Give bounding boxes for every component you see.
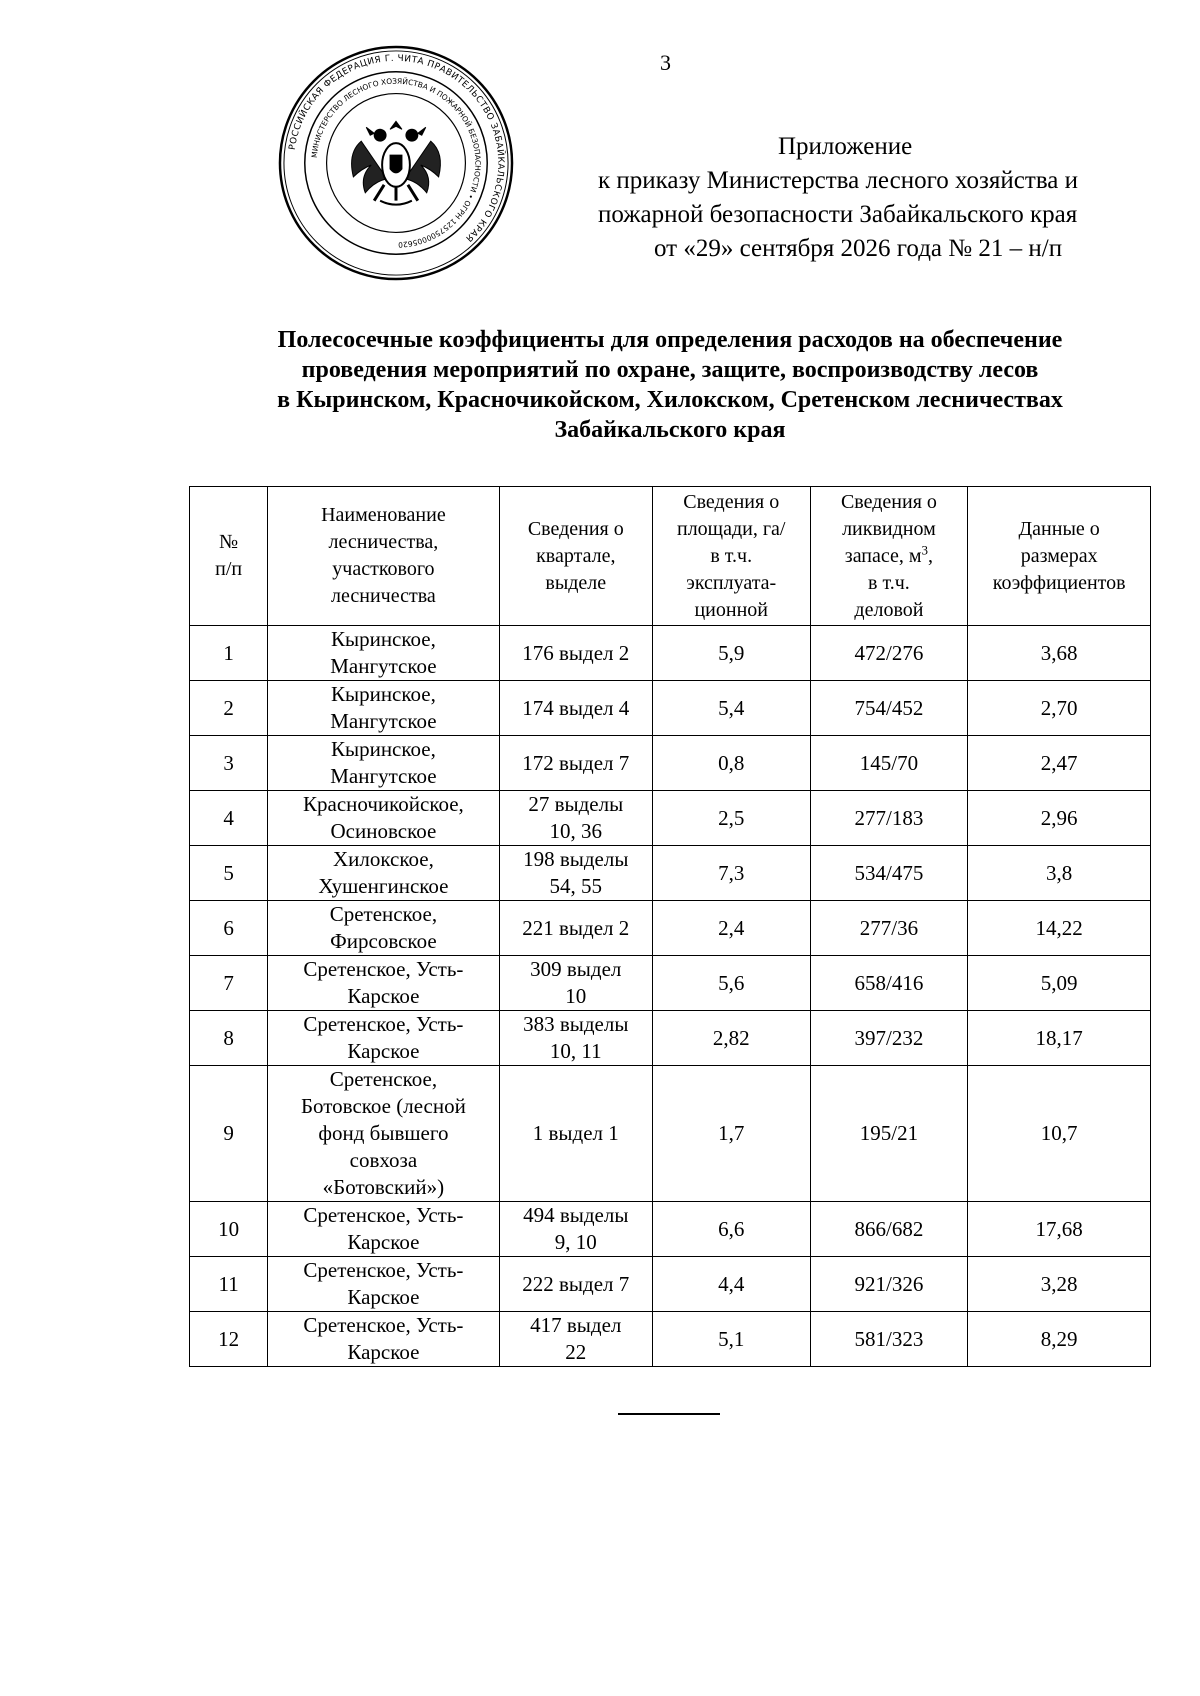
cell-stock: 277/183: [810, 791, 968, 846]
cell-number: 9: [190, 1066, 268, 1202]
cell-forestry-name: Сретенское, Усть- Карское: [268, 1312, 499, 1367]
cell-quarter: 494 выделы 9, 10: [499, 1202, 652, 1257]
table-row: [190, 1011, 1151, 1066]
table-row: [190, 1066, 1151, 1202]
cell-number: 10: [190, 1202, 268, 1257]
appendix-title: Приложение: [778, 133, 913, 160]
header-number: № п/п: [190, 487, 268, 626]
cell-coefficient: 17,68: [968, 1202, 1151, 1257]
appendix-date-line: от «29» сентября 2026 года № 21 – н/п: [654, 235, 1063, 262]
cell-area: 2,4: [652, 901, 810, 956]
document-title: [180, 325, 1160, 445]
cell-stock: 195/21: [810, 1066, 968, 1202]
title-line-2: проведения мероприятий по охране, защите, воспроизводству лесов: [301, 357, 1039, 383]
end-divider: [618, 1413, 720, 1415]
cell-area: 7,3: [652, 846, 810, 901]
cell-stock: 581/323: [810, 1312, 968, 1367]
cell-coefficient: 3,28: [968, 1257, 1151, 1312]
cell-stock: 921/326: [810, 1257, 968, 1312]
table-row: [190, 901, 1151, 956]
cell-coefficient: 10,7: [968, 1066, 1151, 1202]
cell-coefficient: 2,96: [968, 791, 1151, 846]
cell-area: 1,7: [652, 1066, 810, 1202]
cell-area: 6,6: [652, 1202, 810, 1257]
header-stock-sup: 3: [921, 541, 929, 557]
title-line-4: Забайкальского края: [554, 417, 786, 443]
header-coefficient: Данные о размерах коэффициентов: [968, 487, 1151, 626]
cell-quarter: 176 выдел 2: [499, 626, 652, 681]
official-seal-icon: [277, 44, 515, 282]
cell-area: 5,6: [652, 956, 810, 1011]
cell-forestry-name: Сретенское, Усть- Карское: [268, 1011, 499, 1066]
cell-coefficient: 8,29: [968, 1312, 1151, 1367]
cell-forestry-name: Хилокское, Хушенгинское: [268, 846, 499, 901]
cell-coefficient: 2,47: [968, 736, 1151, 791]
cell-forestry-name: Сретенское, Фирсовское: [268, 901, 499, 956]
table-row: [190, 1202, 1151, 1257]
table-row: [190, 956, 1151, 1011]
cell-stock: 277/36: [810, 901, 968, 956]
cell-number: 1: [190, 626, 268, 681]
header-stock: [810, 487, 968, 626]
cell-coefficient: 2,70: [968, 681, 1151, 736]
cell-stock: 472/276: [810, 626, 968, 681]
cell-number: 6: [190, 901, 268, 956]
cell-coefficient: 3,8: [968, 846, 1151, 901]
cell-quarter: 198 выделы 54, 55: [499, 846, 652, 901]
cell-quarter: 383 выделы 10, 11: [499, 1011, 652, 1066]
cell-quarter: 222 выдел 7: [499, 1257, 652, 1312]
table-row: [190, 736, 1151, 791]
cell-coefficient: 5,09: [968, 956, 1151, 1011]
cell-number: 2: [190, 681, 268, 736]
cell-number: 4: [190, 791, 268, 846]
cell-area: 5,4: [652, 681, 810, 736]
table-row: [190, 791, 1151, 846]
appendix-order-line: к приказу Министерства лесного хозяйства и: [598, 167, 1079, 194]
cell-area: 2,5: [652, 791, 810, 846]
cell-forestry-name: Красночикойское, Осиновское: [268, 791, 499, 846]
cell-quarter: 417 выдел 22: [499, 1312, 652, 1367]
cell-coefficient: 18,17: [968, 1011, 1151, 1066]
cell-number: 7: [190, 956, 268, 1011]
page-number: 3: [660, 50, 671, 75]
cell-stock: 397/232: [810, 1011, 968, 1066]
appendix-ministry-line: пожарной безопасности Забайкальского края: [598, 201, 1078, 228]
header-stock-part-a: Сведения о ликвидном запасе, м: [840, 490, 937, 567]
cell-area: 2,82: [652, 1011, 810, 1066]
cell-forestry-name: Кыринское, Мангутское: [268, 681, 499, 736]
cell-forestry-name: Сретенское, Усть- Карское: [268, 956, 499, 1011]
table-row: [190, 681, 1151, 736]
cell-number: 12: [190, 1312, 268, 1367]
cell-stock: 145/70: [810, 736, 968, 791]
table-row: [190, 1257, 1151, 1312]
svg-text:МИНИСТЕРСТВО ЛЕСНОГО ХОЗЯЙСТВА: МИНИСТЕРСТВО ЛЕСНОГО ХОЗЯЙСТВА И ПОЖАРНОЙ БЕЗОПАСНОСТИ • ОГРН 1257500005620: [309, 76, 483, 250]
table-header-row: [190, 487, 1151, 626]
table-row: [190, 1312, 1151, 1367]
cell-quarter: 27 выделы 10, 36: [499, 791, 652, 846]
cell-quarter: 174 выдел 4: [499, 681, 652, 736]
header-stock-part-b: , в т.ч. деловой: [854, 544, 934, 621]
cell-number: 3: [190, 736, 268, 791]
cell-quarter: 172 выдел 7: [499, 736, 652, 791]
cell-quarter: 309 выдел 10: [499, 956, 652, 1011]
header-forestry-name: Наименование лесничества, участкового лесничества: [268, 487, 499, 626]
cell-area: 4,4: [652, 1257, 810, 1312]
cell-number: 5: [190, 846, 268, 901]
title-line-1: Полесосечные коэффициенты для определения расходов на обеспечение: [277, 327, 1063, 353]
cell-area: 5,1: [652, 1312, 810, 1367]
cell-stock: 754/452: [810, 681, 968, 736]
cell-stock: 534/475: [810, 846, 968, 901]
cell-stock: 866/682: [810, 1202, 968, 1257]
cell-number: 11: [190, 1257, 268, 1312]
title-line-3: в Кыринском, Красночикойском, Хилокском, Сретенском лесничествах: [277, 387, 1063, 413]
cell-area: 0,8: [652, 736, 810, 791]
cell-forestry-name: Кыринское, Мангутское: [268, 736, 499, 791]
cell-forestry-name: Сретенское, Усть- Карское: [268, 1257, 499, 1312]
table-row: [190, 846, 1151, 901]
cell-number: 8: [190, 1011, 268, 1066]
appendix-block: [598, 130, 1158, 266]
cell-coefficient: 3,68: [968, 626, 1151, 681]
cell-coefficient: 14,22: [968, 901, 1151, 956]
table-row: [190, 626, 1151, 681]
svg-text:РОССИЙСКАЯ ФЕДЕРАЦИЯ Г. ЧИТА П: РОССИЙСКАЯ ФЕДЕРАЦИЯ Г. ЧИТА ПРАВИТЕЛЬСТВО ЗАБАЙКАЛЬСКОГО КРАЯ: [287, 53, 506, 244]
cell-area: 5,9: [652, 626, 810, 681]
cell-stock: 658/416: [810, 956, 968, 1011]
header-area: Сведения о площади, га/ в т.ч. эксплуата- ционной: [652, 487, 810, 626]
header-quarter: Сведения о квартале, выделе: [499, 487, 652, 626]
cell-quarter: 1 выдел 1: [499, 1066, 652, 1202]
coefficients-table: [189, 486, 1151, 1367]
cell-forestry-name: Сретенское, Ботовское (лесной фонд бывшего совхоза «Ботовский»): [268, 1066, 499, 1202]
cell-forestry-name: Сретенское, Усть- Карское: [268, 1202, 499, 1257]
cell-forestry-name: Кыринское, Мангутское: [268, 626, 499, 681]
cell-quarter: 221 выдел 2: [499, 901, 652, 956]
